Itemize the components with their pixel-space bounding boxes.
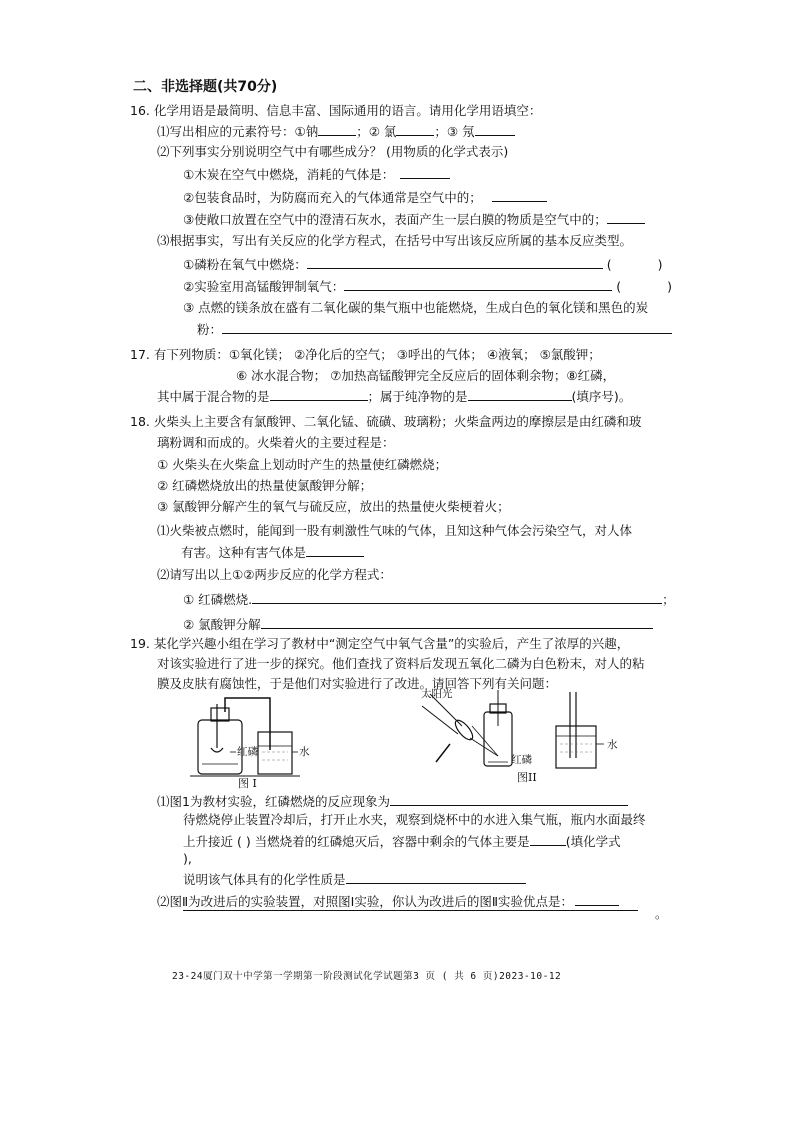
q16-part3-item3-cont: 粉：: [197, 321, 672, 338]
q16-part3-item2: ②实验室用高锰酸钾制氧气： ( ): [183, 279, 672, 294]
q17-line2: ⑥ 冰水混合物； ⑦加热高锰酸钾完全反应后的固体剩余物；⑧红磷，: [236, 368, 616, 383]
answer-blank[interactable]: [307, 256, 603, 269]
q17-line3: 其中属于混合物的是 ；属于纯净物的是 (填序号)。: [157, 389, 632, 404]
q19-part1-line3: 上升接近 ( ) 当燃烧着的红磷熄灭后，容器中剩余的气体主要是 (填化学式: [183, 834, 621, 849]
figure-2-label-water: 水: [607, 739, 618, 751]
q19-line2: 对该实验进行了进一步的探究。他们查找了资料后发现五氧化二磷为白色粉末，对人的粘: [157, 656, 645, 671]
q18-line1: 18. 火柴头上主要含有氯酸钾、二氧化锰、硫磺、玻璃粉；火柴盒两边的摩擦层是由红磷和玻: [130, 414, 642, 429]
answer-blank[interactable]: [468, 388, 572, 401]
figure-2-label-red-phosphorus: 红磷: [511, 754, 532, 766]
q18-part2: ⑵请写出以上①②两步反应的化学方程式：: [157, 567, 392, 582]
section-title: 二、非选择题(共70分): [133, 79, 278, 95]
answer-blank[interactable]: [390, 793, 628, 806]
answer-blank[interactable]: [607, 211, 645, 224]
q16-part3: ⑶根据事实，写出有关反应的化学方程式，在括号中写出该反应所属的基本反应类型。: [157, 233, 633, 248]
q18-step1: ① 火柴头在火柴盒上划动时产生的热量使红磷燃烧；: [157, 457, 448, 472]
q17-line1: 17. 有下列物质：①氧化镁； ②净化后的空气； ③呼出的气体； ④液氧； ⑤氯酸钾；: [130, 347, 601, 362]
q18-step2: ② 红磷燃烧放出的热量使氯酸钾分解；: [157, 478, 373, 493]
figure-1-label-water: 水: [299, 746, 310, 758]
answer-blank[interactable]: [261, 616, 653, 629]
answer-blank[interactable]: [492, 189, 547, 202]
answer-blank[interactable]: [222, 321, 672, 334]
q16-part3-item1: ①磷粉在氧气中燃烧： ( ): [183, 257, 663, 272]
figure-1-apparatus: [190, 690, 310, 790]
answer-blank[interactable]: [400, 166, 450, 179]
answer-blank[interactable]: [475, 123, 515, 136]
q19-part2: ⑵图Ⅱ为改进后的实验装置，对照图Ⅰ实验，你认为改进后的图Ⅱ实验优点是：: [157, 893, 619, 910]
q18-equation2: ② 氯酸钾分解: [183, 616, 653, 633]
q16-part2: ⑵下列事实分别说明空气中有哪些成分？ (用物质的化学式表示): [157, 144, 509, 159]
q16-part2-item3: ③使敞口放置在空气中的澄清石灰水，表面产生一层白膜的物质是空气中的；: [183, 211, 645, 228]
answer-blank[interactable]: [183, 898, 638, 911]
q16-part2-item1: ①木炭在空气中燃烧，消耗的气体是：: [183, 166, 450, 183]
answer-blank[interactable]: [270, 388, 368, 401]
q19-part1-line2: 待燃烧停止装置冷却后，打开止水夹，观察到烧杯中的水进入集气瓶，瓶内水面最终: [183, 812, 646, 827]
q18-line2: 璃粉调和而成的。火柴着火的主要过程是：: [157, 435, 395, 450]
q19-line3: 膜及皮肤有腐蚀性，于是他们对实验进行了改进。请回答下列有关问题：: [157, 676, 558, 691]
figure-2-label-sunlight: 太阳光: [421, 688, 453, 700]
q19-part1: ⑴图1为教材实验，红磷燃烧的反应现象为: [157, 793, 628, 810]
answer-blank[interactable]: [344, 278, 612, 291]
figure-1-label-red-phosphorus: 红磷: [237, 746, 258, 758]
answer-blank[interactable]: [346, 871, 526, 884]
figure-2-caption: 图ⅠⅠ: [517, 771, 537, 784]
q19-line1: 19. 某化学兴趣小组在学习了教材中“测定空气中氧气含量”的实验后，产生了浓厚的兴趣，: [130, 636, 630, 651]
answer-blank[interactable]: [252, 591, 662, 604]
q18-equation1: ① 红磷燃烧. ；: [183, 592, 675, 607]
q16-stem: 16. 化学用语是最简明、信息丰富、国际通用的语言。请用化学用语填空：: [130, 103, 542, 118]
q16-part2-item2: ②包装食品时，为防腐而充入的气体通常是空气中的；: [183, 189, 547, 206]
answer-blank[interactable]: [530, 833, 566, 846]
answer-blank[interactable]: [318, 123, 356, 136]
answer-blank[interactable]: [306, 544, 364, 557]
page-footer: 23-24厦门双十中学第一学期第一阶段测试化学试题第3 页 ( 共 6 页)2023-10-12: [172, 971, 562, 982]
q16-part3-item3: ③ 点燃的镁条放在盛有二氧化碳的集气瓶中也能燃烧，生成白色的氧化镁和黑色的炭: [183, 300, 649, 315]
answer-blank[interactable]: [396, 123, 434, 136]
q16-part1: ⑴写出相应的元素符号：①钠 ；② 氯 ；③ 氖: [157, 123, 515, 140]
q19-part1-line4: ),: [183, 851, 192, 866]
q19-part2-end: 。: [655, 906, 668, 921]
figure-1-caption: 图 Ⅰ: [238, 777, 257, 790]
q19-part1-line5: 说明该气体具有的化学性质是: [183, 871, 526, 888]
q18-step3: ③ 氯酸钾分解产生的氧气与硫反应，放出的热量使火柴梗着火；: [157, 499, 510, 514]
q18-part1: ⑴火柴被点燃时，能闻到一股有刺激性气味的气体，且知这种气体会污染空气，对人体: [157, 523, 633, 538]
q18-part1-cont: 有害。这种有害气体是: [181, 544, 364, 561]
